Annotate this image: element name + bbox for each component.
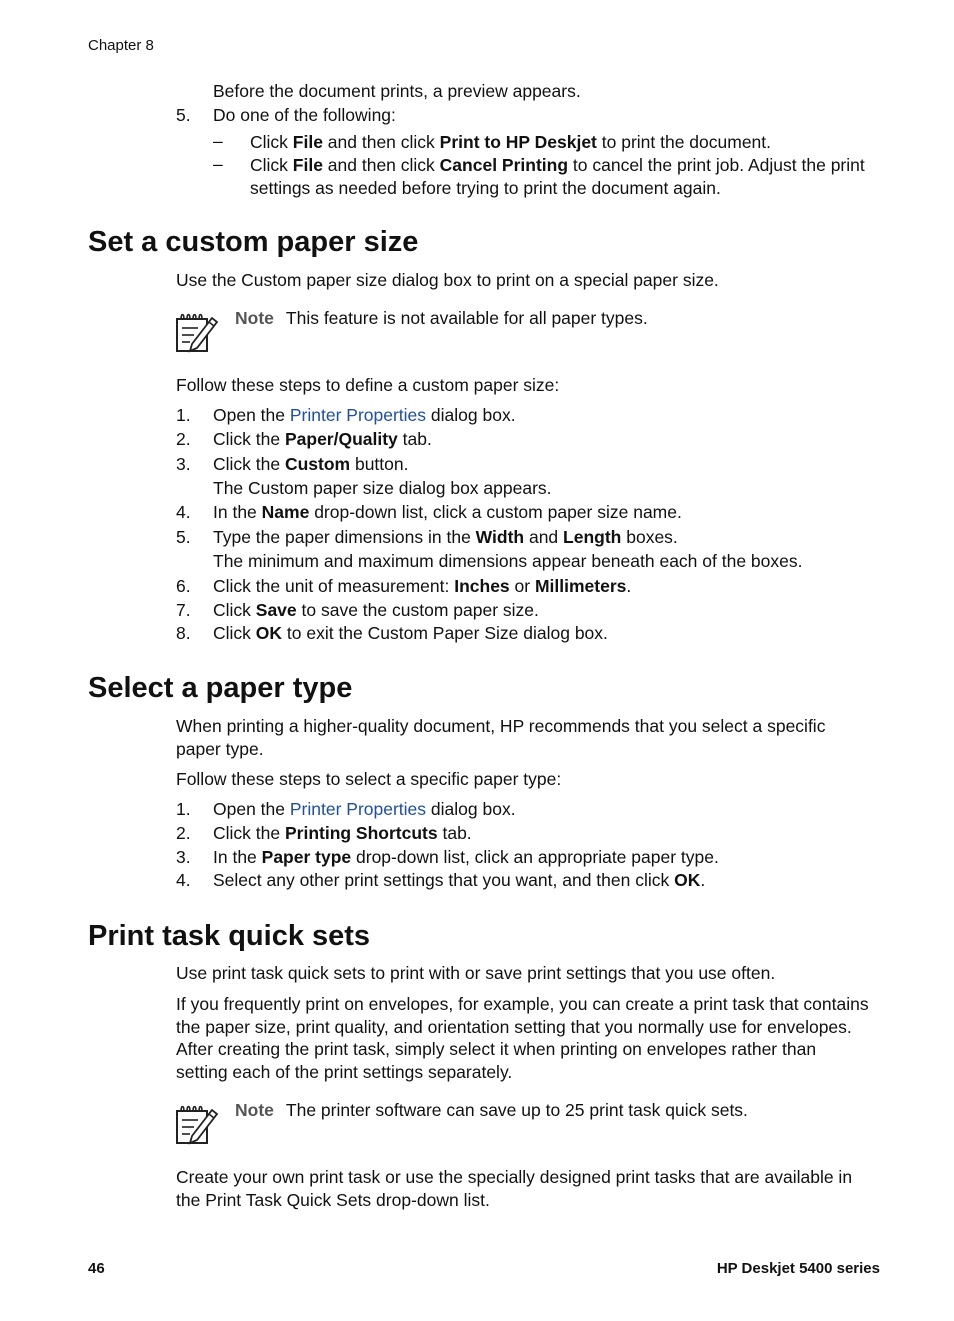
- step-number: 4.: [176, 870, 191, 890]
- note-text: Note This feature is not available for all paper types.: [235, 308, 648, 328]
- steps-intro: Follow these steps to select a specific paper type:: [176, 769, 562, 789]
- section-intro: When printing a higher-quality document, HP recommends that you select a specific paper type.: [176, 716, 826, 759]
- product-name: HP Deskjet 5400 series: [716, 1260, 880, 1277]
- step-text: Select any other print settings that you want, and then click OK.: [213, 870, 706, 890]
- step-text: Click the Custom button.: [213, 454, 409, 474]
- step-number: 1.: [176, 799, 191, 819]
- step-text: Click the Paper/Quality tab.: [213, 429, 432, 449]
- step-text: Click Save to save the custom paper size.: [213, 600, 539, 620]
- step-number: 2.: [176, 429, 191, 449]
- step-text: Type the paper dimensions in the Width and Length boxes.: [213, 527, 678, 547]
- step-text: Open the Printer Properties dialog box.: [213, 799, 516, 819]
- step-text: Click OK to exit the Custom Paper Size dialog box.: [213, 623, 608, 643]
- bullet-dash: –: [213, 154, 223, 174]
- step-result: The minimum and maximum dimensions appear beneath each of the boxes.: [213, 551, 803, 571]
- step-text: In the Paper type drop-down list, click an appropriate paper type.: [213, 847, 719, 867]
- step-number: 6.: [176, 576, 191, 596]
- steps-intro: Follow these steps to define a custom paper size:: [176, 375, 560, 395]
- bullet-item: Click File and then click Cancel Printing to cancel the print job. Adjust the print settings as needed before trying to print the document again.: [250, 155, 865, 198]
- section-heading-paper-type: Select a paper type: [88, 672, 353, 704]
- step-number: 2.: [176, 823, 191, 843]
- printer-properties-link[interactable]: Printer Properties: [289, 799, 427, 819]
- section-heading-quick-sets: Print task quick sets: [88, 920, 371, 952]
- note-label: Note: [235, 308, 274, 328]
- step-text: Click the unit of measurement: Inches or Millimeters.: [213, 576, 632, 596]
- step-number: 4.: [176, 502, 191, 522]
- step-text: Click the Printing Shortcuts tab.: [213, 823, 472, 843]
- preview-line: Before the document prints, a preview appears.: [213, 81, 581, 101]
- step-number: 3.: [176, 847, 191, 867]
- step-number: 8.: [176, 623, 191, 643]
- step-number: 5.: [176, 527, 191, 547]
- paragraph: Create your own print task or use the specially designed print tasks that are available in the Print Task Quick Sets drop-down list.: [176, 1167, 853, 1210]
- note-text: Note The printer software can save up to 25 print task quick sets.: [235, 1100, 748, 1120]
- note-label: Note: [235, 1100, 274, 1120]
- bullet-item: Click File and then click Print to HP Deskjet to print the document.: [250, 132, 772, 152]
- page-number: 46: [88, 1260, 105, 1277]
- paragraph: If you frequently print on envelopes, for example, you can create a print task that contains the paper size, print quality, and orientation setting that you normally use for envelopes. After creating the print task, simply select it when printing on envelopes rather than setting each of the print settings separately.: [176, 994, 869, 1082]
- step-number: 3.: [176, 454, 191, 474]
- step-text: Do one of the following:: [213, 105, 396, 125]
- step-number: 1.: [176, 405, 191, 425]
- paragraph: Use print task quick sets to print with or save print settings that you use often.: [176, 963, 776, 983]
- step-number: 7.: [176, 600, 191, 620]
- section-heading-custom-size: Set a custom paper size: [88, 226, 419, 258]
- step-result: The Custom paper size dialog box appears.: [213, 478, 552, 498]
- printer-properties-link[interactable]: Printer Properties: [289, 405, 427, 425]
- note-icon: [174, 1102, 220, 1146]
- step-text: In the Name drop-down list, click a custom paper size name.: [213, 502, 682, 522]
- bullet-dash: –: [213, 131, 223, 151]
- section-intro: Use the Custom paper size dialog box to print on a special paper size.: [176, 270, 719, 290]
- note-icon: [174, 310, 220, 354]
- step-number: 5.: [176, 105, 191, 125]
- step-text: Open the Printer Properties dialog box.: [213, 405, 516, 425]
- running-header: Chapter 8: [88, 37, 154, 54]
